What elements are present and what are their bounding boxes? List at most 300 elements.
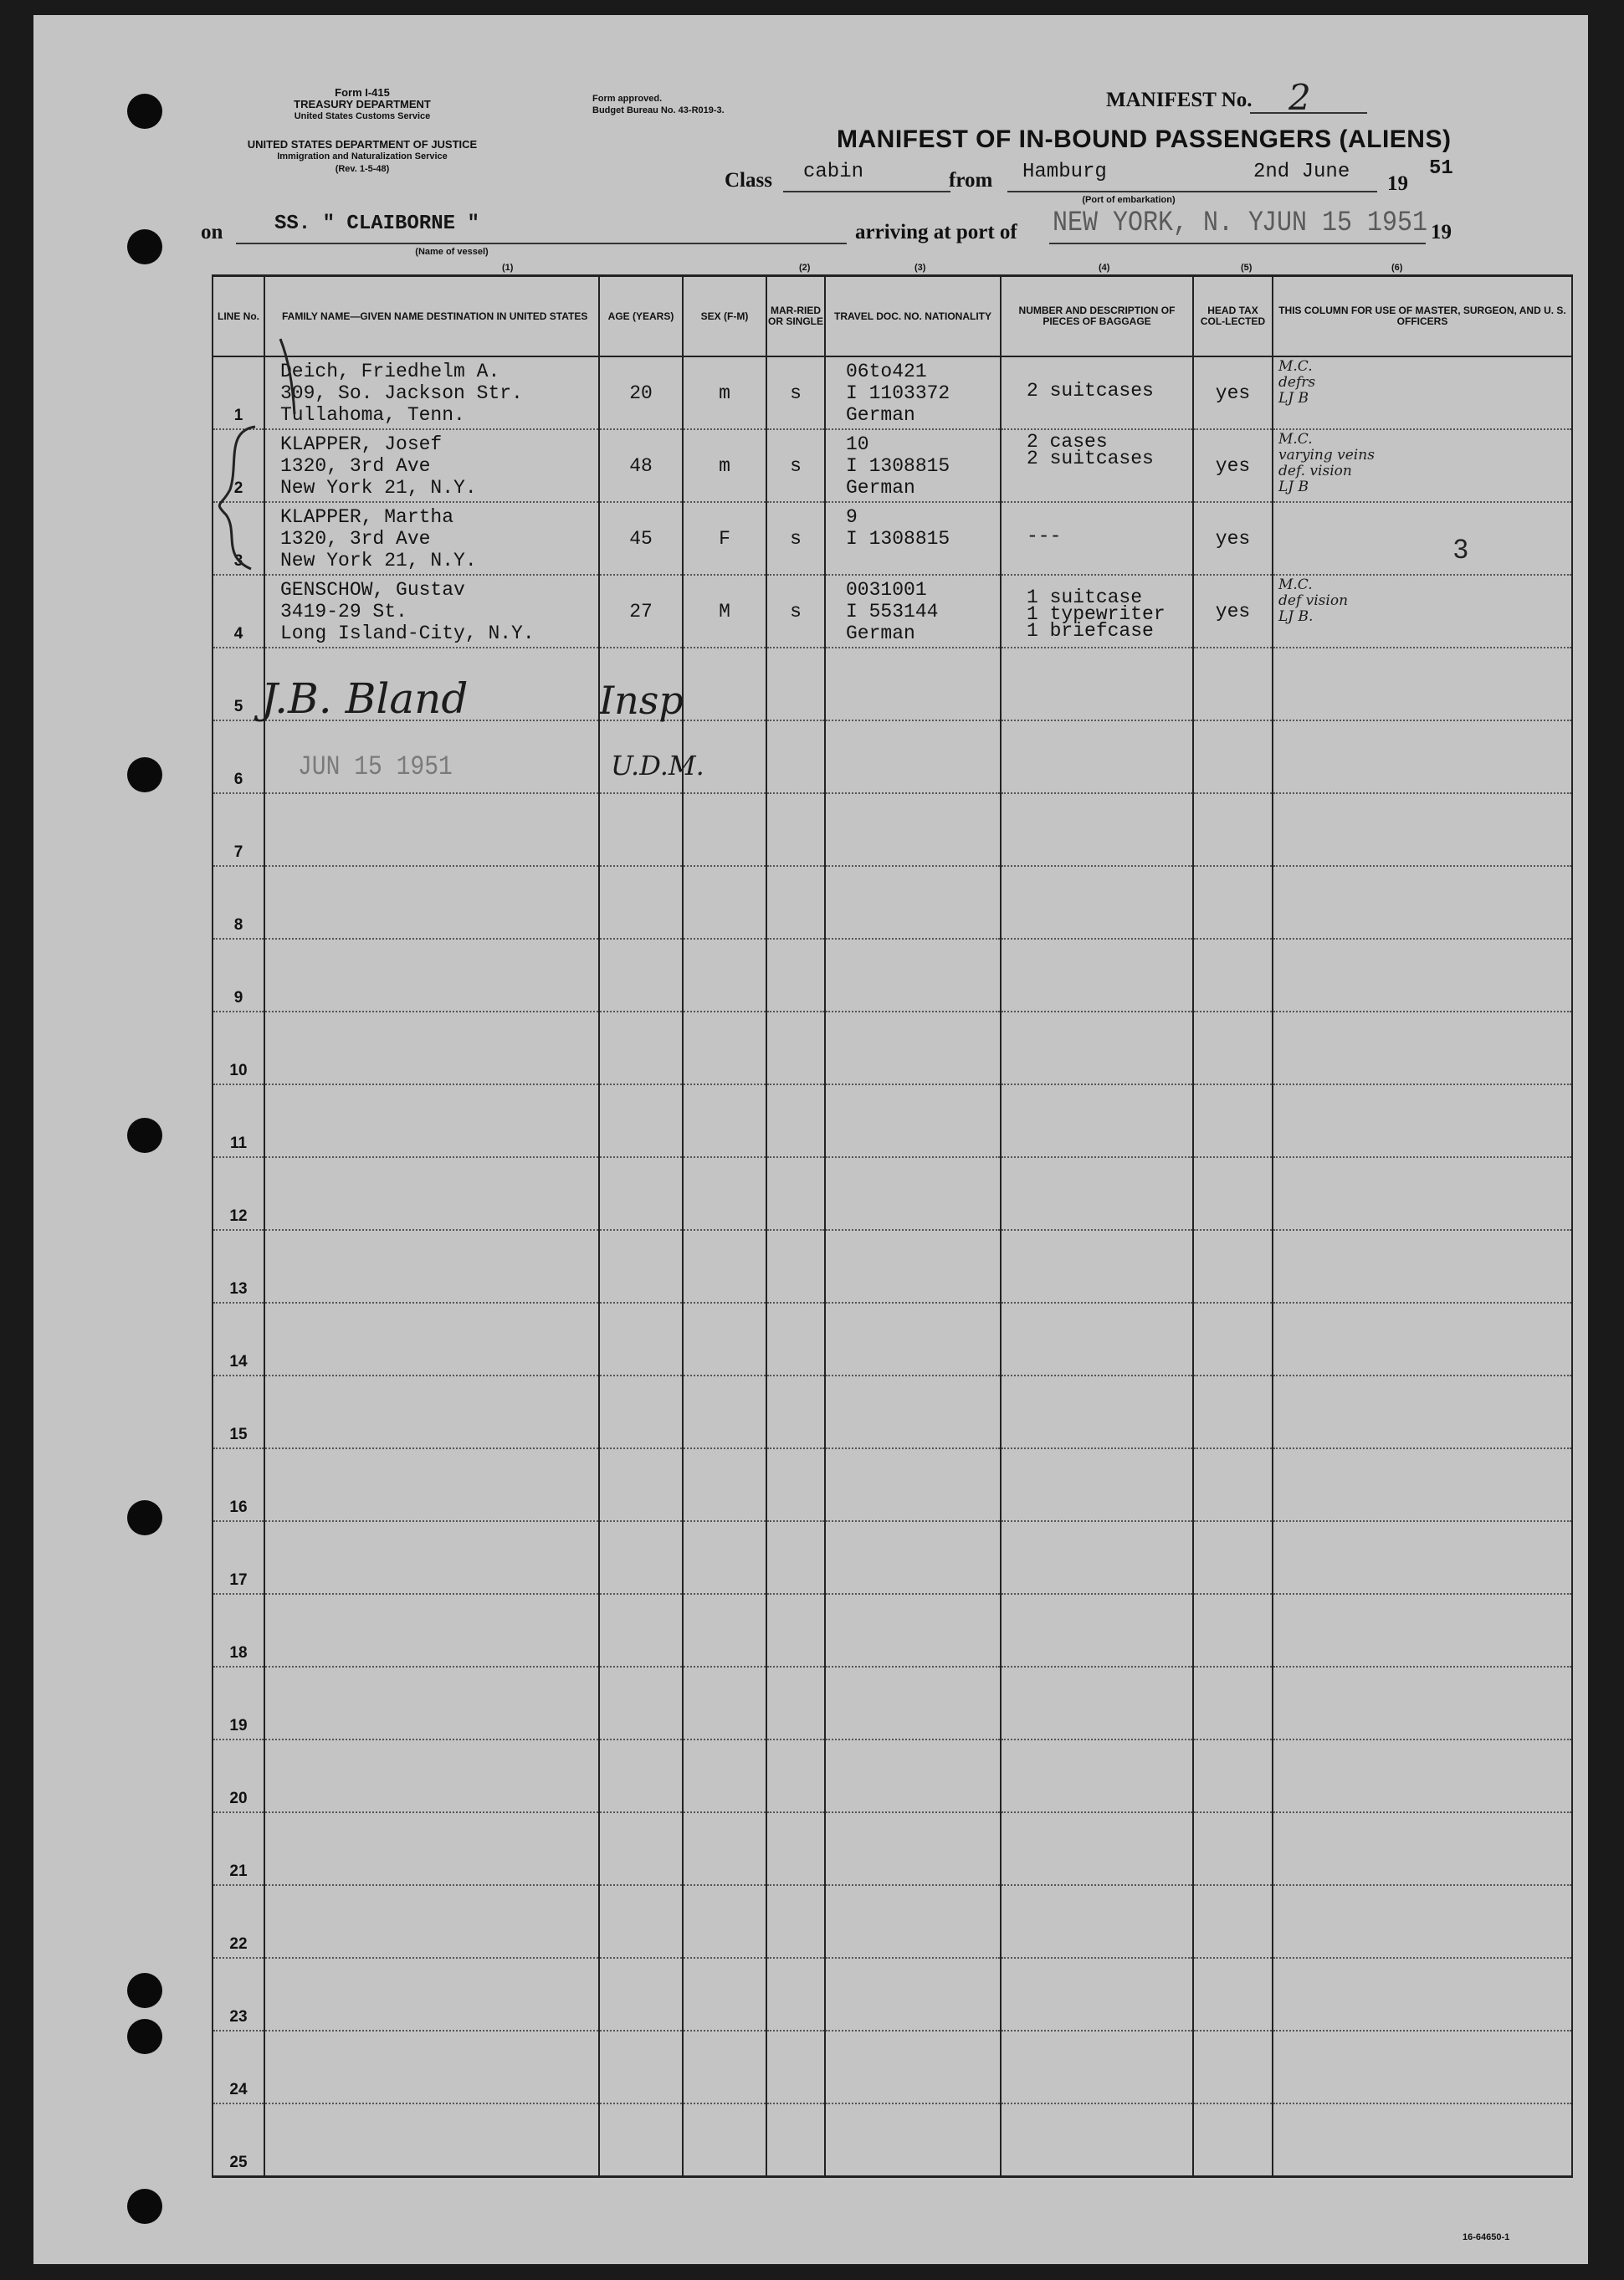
line-number: 14: [229, 1353, 248, 1371]
passenger-baggage: 1 suitcase 1 typewriter 1 briefcase: [1027, 587, 1165, 642]
passenger-headtax: yes: [1215, 455, 1251, 477]
cell-empty: [825, 1157, 1001, 1230]
vessel-caption: (Name of vessel): [415, 247, 489, 257]
cell-empty: [264, 1594, 599, 1667]
cell-travel: [825, 502, 1001, 575]
cell-empty: [766, 2103, 825, 2177]
punch-hole: [127, 2189, 162, 2224]
table-row: [213, 575, 1572, 648]
cell-empty: [264, 1448, 599, 1521]
line-number: 21: [229, 1862, 248, 1880]
cell-empty: [766, 1157, 825, 1230]
header-sex: SEX (F-M): [683, 276, 766, 357]
cell-empty: [1273, 1885, 1572, 1958]
passenger-age: 27: [629, 601, 653, 623]
page-title: MANIFEST OF IN-BOUND PASSENGERS (ALIENS): [837, 126, 1452, 153]
cell-empty: [825, 2103, 1001, 2177]
line-number: 7: [233, 843, 243, 861]
cell-empty: [683, 1521, 766, 1594]
cell-empty: [766, 1012, 825, 1084]
arrival-date-stamp: JUN 15 1951: [1262, 207, 1428, 240]
footer-code: 16-64650-1: [1463, 2232, 1510, 2242]
cell-empty: [264, 2031, 599, 2103]
cell-empty: [766, 1885, 825, 1958]
passenger-name: KLAPPER, Martha 1320, 3rd Ave New York 21, N.Y.: [280, 506, 477, 571]
cell-empty: [683, 939, 766, 1012]
table-row: [213, 502, 1572, 575]
table-row: [213, 2031, 1572, 2103]
from-underline: [1007, 191, 1250, 192]
cell-empty: [599, 1885, 683, 1958]
cell-empty: [825, 1812, 1001, 1885]
year-suffix: 51: [1429, 157, 1453, 180]
cell-empty: [1001, 1376, 1193, 1448]
cell-age: [599, 502, 683, 575]
cell-empty: [599, 2103, 683, 2177]
cell-empty: [1193, 1667, 1273, 1739]
table-row: [213, 1157, 1572, 1230]
cell-empty: [599, 793, 683, 866]
cell-empty: [766, 866, 825, 939]
cell-empty: [1273, 1448, 1572, 1521]
passenger-name: GENSCHOW, Gustav 3419-29 St. Long Island-City, N.Y.: [280, 579, 535, 644]
year-label-2: 19: [1431, 221, 1452, 243]
passenger-baggage: 2 suitcases: [1027, 380, 1154, 402]
passenger-baggage: 2 cases 2 suitcases: [1027, 431, 1154, 469]
cell-empty: [1193, 1012, 1273, 1084]
table-row: [213, 2103, 1572, 2177]
inspector-title: Insp: [599, 678, 684, 723]
passenger-headtax: yes: [1215, 528, 1251, 550]
cell-name: [264, 575, 599, 648]
cell-empty: [683, 1303, 766, 1376]
cell-empty: [599, 1157, 683, 1230]
cell-name: [264, 356, 599, 429]
cell-baggage: [1001, 356, 1193, 429]
cell-empty: [1273, 1157, 1572, 1230]
cell-empty: [264, 1157, 599, 1230]
revision: (Rev. 1-5-48): [335, 164, 390, 174]
passenger-sex: F: [719, 528, 730, 550]
class-value: cabin: [803, 161, 864, 183]
cell-empty: [1193, 2031, 1273, 2103]
cell-headtax: [1193, 429, 1273, 502]
class-underline: [783, 191, 950, 192]
cell-empty: [766, 1521, 825, 1594]
cell-empty: [599, 1521, 683, 1594]
cell-empty: [264, 1376, 599, 1448]
cell-empty: [683, 1012, 766, 1084]
cell-empty: [1001, 1739, 1193, 1812]
cell-empty: [766, 1303, 825, 1376]
cell-empty: [264, 1885, 599, 1958]
cell-empty: [1001, 1958, 1193, 2031]
cell-sex: [683, 502, 766, 575]
cell-line-no: [213, 356, 264, 429]
cell-empty: [766, 939, 825, 1012]
cell-empty: [264, 1958, 599, 2031]
cell-travel: [825, 575, 1001, 648]
cell-empty: [766, 1667, 825, 1739]
cell-empty: [1001, 866, 1193, 939]
table-row: [213, 1594, 1572, 1667]
cell-empty: [766, 1084, 825, 1157]
cell-empty: [1193, 1521, 1273, 1594]
cell-empty: [683, 2103, 766, 2177]
manifest-no-value: 2: [1288, 77, 1311, 118]
cell-line-no: [213, 1376, 264, 1448]
cell-name: [264, 502, 599, 575]
header-baggage: NUMBER AND DESCRIPTION OF PIECES OF BAGGAGE: [1001, 276, 1193, 357]
cell-empty: [1273, 720, 1572, 793]
cell-empty: [1193, 793, 1273, 866]
cell-empty: [1001, 2031, 1193, 2103]
cell-empty: [599, 1376, 683, 1448]
cell-age: [599, 575, 683, 648]
table-row: [213, 866, 1572, 939]
cell-empty: [683, 1667, 766, 1739]
cell-empty: [599, 1448, 683, 1521]
budget-bureau: Budget Bureau No. 43-R019-3.: [592, 105, 725, 115]
table-row: [213, 356, 1572, 429]
cell-empty: [264, 1812, 599, 1885]
cell-empty: [825, 1521, 1001, 1594]
cell-sex: [683, 575, 766, 648]
line-number: 2: [233, 479, 243, 497]
punch-hole: [127, 94, 162, 129]
cell-empty: [683, 1594, 766, 1667]
table-row: [213, 939, 1572, 1012]
cell-empty: [825, 1230, 1001, 1303]
cell-empty: [264, 1739, 599, 1812]
cell-empty: [766, 1812, 825, 1885]
line-number: 4: [233, 625, 243, 643]
form-approved: Form approved.: [592, 94, 663, 104]
cell-empty: [683, 866, 766, 939]
cell-empty: [264, 1084, 599, 1157]
cell-empty: [1001, 1521, 1193, 1594]
margin-note: 3: [1453, 534, 1468, 564]
passenger-travel-doc: 0031001 I 553144 German: [846, 579, 939, 644]
form-number: Form I-415: [335, 86, 390, 99]
cell-empty: [825, 1012, 1001, 1084]
line-number: 9: [233, 989, 243, 1007]
cell-empty: [264, 939, 599, 1012]
cell-headtax: [1193, 575, 1273, 648]
cell-line-no: [213, 575, 264, 648]
line-number: 6: [233, 771, 243, 788]
line-number: 1: [233, 407, 243, 424]
col-num-2: (2): [799, 263, 811, 273]
cell-empty: [683, 1812, 766, 1885]
inspector-signature: J.B. Bland: [261, 674, 469, 723]
cell-empty: [766, 1594, 825, 1667]
cell-line-no: [213, 1230, 264, 1303]
passenger-travel-doc: 10 I 1308815 German: [846, 433, 950, 499]
line-number: 24: [229, 2081, 248, 2098]
cell-empty: [1193, 2103, 1273, 2177]
line-number: 16: [229, 1499, 248, 1516]
cell-empty: [825, 793, 1001, 866]
table-row: [213, 1012, 1572, 1084]
cell-empty: [766, 720, 825, 793]
cell-empty: [766, 1739, 825, 1812]
cell-empty: [264, 1521, 599, 1594]
table-row: [213, 1667, 1572, 1739]
cell-empty: [1193, 1376, 1273, 1448]
cell-empty: [1273, 1012, 1572, 1084]
cell-empty: [1001, 1157, 1193, 1230]
line-number: 8: [233, 916, 243, 934]
col-num-5: (5): [1241, 263, 1253, 273]
cell-empty: [825, 1084, 1001, 1157]
cell-empty: [1273, 1594, 1572, 1667]
cell-name: [264, 429, 599, 502]
cell-empty: [1193, 939, 1273, 1012]
class-label: Class: [725, 169, 772, 192]
cell-empty: [1273, 1303, 1572, 1376]
cell-officer-note: [1273, 502, 1572, 575]
treasury-dept: TREASURY DEPARTMENT: [294, 98, 431, 110]
table-row: [213, 1521, 1572, 1594]
cell-empty: [599, 939, 683, 1012]
cell-empty: [264, 1303, 599, 1376]
cell-empty: [1273, 1958, 1572, 2031]
cell-empty: [599, 1084, 683, 1157]
cell-empty: [683, 1084, 766, 1157]
cell-empty: [1001, 1594, 1193, 1667]
line-number: 22: [229, 1935, 248, 1953]
punch-hole: [127, 1500, 162, 1535]
cell-empty: [1273, 939, 1572, 1012]
header-officers: THIS COLUMN FOR USE OF MASTER, SURGEON, AND U. S. OFFICERS: [1273, 276, 1572, 357]
punch-hole: [127, 2019, 162, 2054]
cell-empty: [825, 648, 1001, 720]
cell-line-no: [213, 1521, 264, 1594]
manifest-no-label: MANIFEST No.: [1106, 89, 1253, 111]
cell-empty: [766, 1448, 825, 1521]
cell-empty: [599, 1594, 683, 1667]
cell-line-no: [213, 2031, 264, 2103]
cell-married: [766, 356, 825, 429]
passenger-name: Deich, Friedhelm A. 309, So. Jackson Str. Tullahoma, Tenn.: [280, 361, 523, 426]
cell-empty: [1273, 1376, 1572, 1448]
punch-hole: [127, 229, 162, 264]
cell-empty: [264, 793, 599, 866]
cell-empty: [1273, 1739, 1572, 1812]
cell-empty: [264, 1012, 599, 1084]
header-name: FAMILY NAME—GIVEN NAME DESTINATION IN UNITED STATES: [264, 276, 599, 357]
passenger-married: s: [790, 601, 802, 623]
cell-empty: [683, 1230, 766, 1303]
cell-line-no: [213, 720, 264, 793]
ins-service: Immigration and Naturalization Service: [277, 151, 448, 161]
cell-empty: [1001, 2103, 1193, 2177]
cell-travel: [825, 429, 1001, 502]
cell-empty: [1001, 1885, 1193, 1958]
cell-empty: [825, 1667, 1001, 1739]
passenger-married: s: [790, 382, 802, 404]
line-number: 3: [233, 552, 243, 570]
punch-hole: [127, 1118, 162, 1153]
cell-empty: [1273, 793, 1572, 866]
cell-married: [766, 575, 825, 648]
cell-empty: [1001, 1303, 1193, 1376]
cell-empty: [683, 1157, 766, 1230]
cell-empty: [264, 2103, 599, 2177]
arriving-underline: [1049, 243, 1426, 244]
cell-empty: [1001, 1448, 1193, 1521]
cell-empty: [599, 866, 683, 939]
cell-travel: [825, 356, 1001, 429]
cell-empty: [1001, 1230, 1193, 1303]
punch-hole: [127, 757, 162, 792]
cell-empty: [825, 1376, 1001, 1448]
cell-line-no: [213, 866, 264, 939]
cell-empty: [599, 1667, 683, 1739]
cell-line-no: [213, 1157, 264, 1230]
vessel-name: SS. " CLAIBORNE ": [274, 213, 479, 235]
arriving-label: arriving at port of: [855, 221, 1017, 243]
cell-empty: [1001, 1667, 1193, 1739]
from-value: Hamburg: [1022, 161, 1107, 183]
cell-empty: [599, 1958, 683, 2031]
cell-empty: [1273, 1521, 1572, 1594]
cell-headtax: [1193, 502, 1273, 575]
cell-line-no: [213, 1958, 264, 2031]
cell-baggage: [1001, 502, 1193, 575]
cell-headtax: [1193, 356, 1273, 429]
arriving-port: NEW YORK, N. Y: [1053, 207, 1264, 240]
table-row: [213, 429, 1572, 502]
cell-empty: [599, 1230, 683, 1303]
inspection-date-stamp: JUN 15 1951: [298, 752, 453, 783]
col-num-4: (4): [1099, 263, 1110, 273]
col-num-3: (3): [914, 263, 926, 273]
cell-sex: [683, 356, 766, 429]
cell-empty: [1001, 1084, 1193, 1157]
table-row: [213, 1885, 1572, 1958]
cell-empty: [683, 1885, 766, 1958]
cell-empty: [1193, 720, 1273, 793]
cell-empty: [766, 648, 825, 720]
cell-line-no: [213, 1448, 264, 1521]
cell-empty: [683, 648, 766, 720]
cell-empty: [1193, 1594, 1273, 1667]
line-number: 17: [229, 1571, 248, 1589]
cell-empty: [766, 1958, 825, 2031]
cell-officer-note: [1273, 429, 1572, 502]
cell-empty: [1193, 1157, 1273, 1230]
table-row: [213, 1958, 1572, 2031]
cell-empty: [1273, 1812, 1572, 1885]
officer-note: M.C. defrs LJ B: [1278, 358, 1316, 407]
cell-officer-note: [1273, 575, 1572, 648]
line-number: 18: [229, 1644, 248, 1662]
cell-empty: [1193, 1448, 1273, 1521]
cell-empty: [1273, 1230, 1572, 1303]
cell-empty: [825, 1885, 1001, 1958]
cell-empty: [825, 1448, 1001, 1521]
cell-empty: [1001, 1812, 1193, 1885]
cell-empty: [599, 1739, 683, 1812]
table-row: [213, 1230, 1572, 1303]
line-number: 10: [229, 1062, 248, 1079]
cell-empty: [1001, 1012, 1193, 1084]
cell-empty: [1193, 1230, 1273, 1303]
cell-age: [599, 429, 683, 502]
officer-note: M.C. def vision LJ B.: [1278, 576, 1349, 625]
family-bracket: [209, 423, 268, 573]
cell-empty: [683, 1448, 766, 1521]
cell-empty: [1193, 866, 1273, 939]
line-number: 25: [229, 2154, 248, 2171]
manifest-table: [212, 274, 1573, 2178]
cell-line-no: [213, 1885, 264, 1958]
table-row: [213, 1303, 1572, 1376]
cell-empty: [683, 1958, 766, 2031]
cell-empty: [825, 2031, 1001, 2103]
cell-empty: [599, 1303, 683, 1376]
col-num-6: (6): [1391, 263, 1403, 273]
passenger-age: 48: [629, 455, 653, 477]
cell-officer-note: [1273, 356, 1572, 429]
cell-empty: [1273, 648, 1572, 720]
table-row: [213, 1084, 1572, 1157]
table-row: [213, 1376, 1572, 1448]
cell-empty: [1273, 866, 1572, 939]
passenger-name: KLAPPER, Josef 1320, 3rd Ave New York 21, N.Y.: [280, 433, 477, 499]
cell-empty: [825, 1303, 1001, 1376]
date-value: 2nd June: [1253, 161, 1350, 183]
cell-baggage: [1001, 575, 1193, 648]
passenger-headtax: yes: [1215, 382, 1251, 404]
cell-empty: [825, 720, 1001, 793]
port-caption: (Port of embarkation): [1082, 195, 1176, 205]
cell-empty: [825, 1594, 1001, 1667]
cell-empty: [1193, 1812, 1273, 1885]
cell-empty: [599, 1012, 683, 1084]
cell-empty: [766, 2031, 825, 2103]
date-underline: [1243, 191, 1377, 192]
check-mark: [276, 335, 310, 418]
cell-empty: [1001, 793, 1193, 866]
table-row: [213, 1812, 1572, 1885]
passenger-married: s: [790, 528, 802, 550]
cell-line-no: [213, 1012, 264, 1084]
cell-line-no: [213, 1303, 264, 1376]
header-line-no: LINE No.: [213, 276, 264, 357]
header-headtax: HEAD TAX COL-LECTED: [1193, 276, 1273, 357]
cell-empty: [825, 939, 1001, 1012]
cell-empty: [1193, 1885, 1273, 1958]
table-row: [213, 1739, 1572, 1812]
line-number: 13: [229, 1280, 248, 1298]
from-label: from: [949, 169, 993, 192]
cell-empty: [1273, 2031, 1572, 2103]
cell-line-no: [213, 1739, 264, 1812]
justice-dept: UNITED STATES DEPARTMENT OF JUSTICE: [247, 138, 478, 151]
cell-empty: [264, 866, 599, 939]
line-number: 11: [229, 1135, 248, 1152]
vessel-underline: [236, 243, 847, 244]
customs-service: United States Customs Service: [294, 111, 431, 121]
line-number: 20: [229, 1790, 248, 1807]
passenger-age: 45: [629, 528, 653, 550]
cell-empty: [1001, 939, 1193, 1012]
cell-line-no: [213, 648, 264, 720]
cell-empty: [1193, 1084, 1273, 1157]
